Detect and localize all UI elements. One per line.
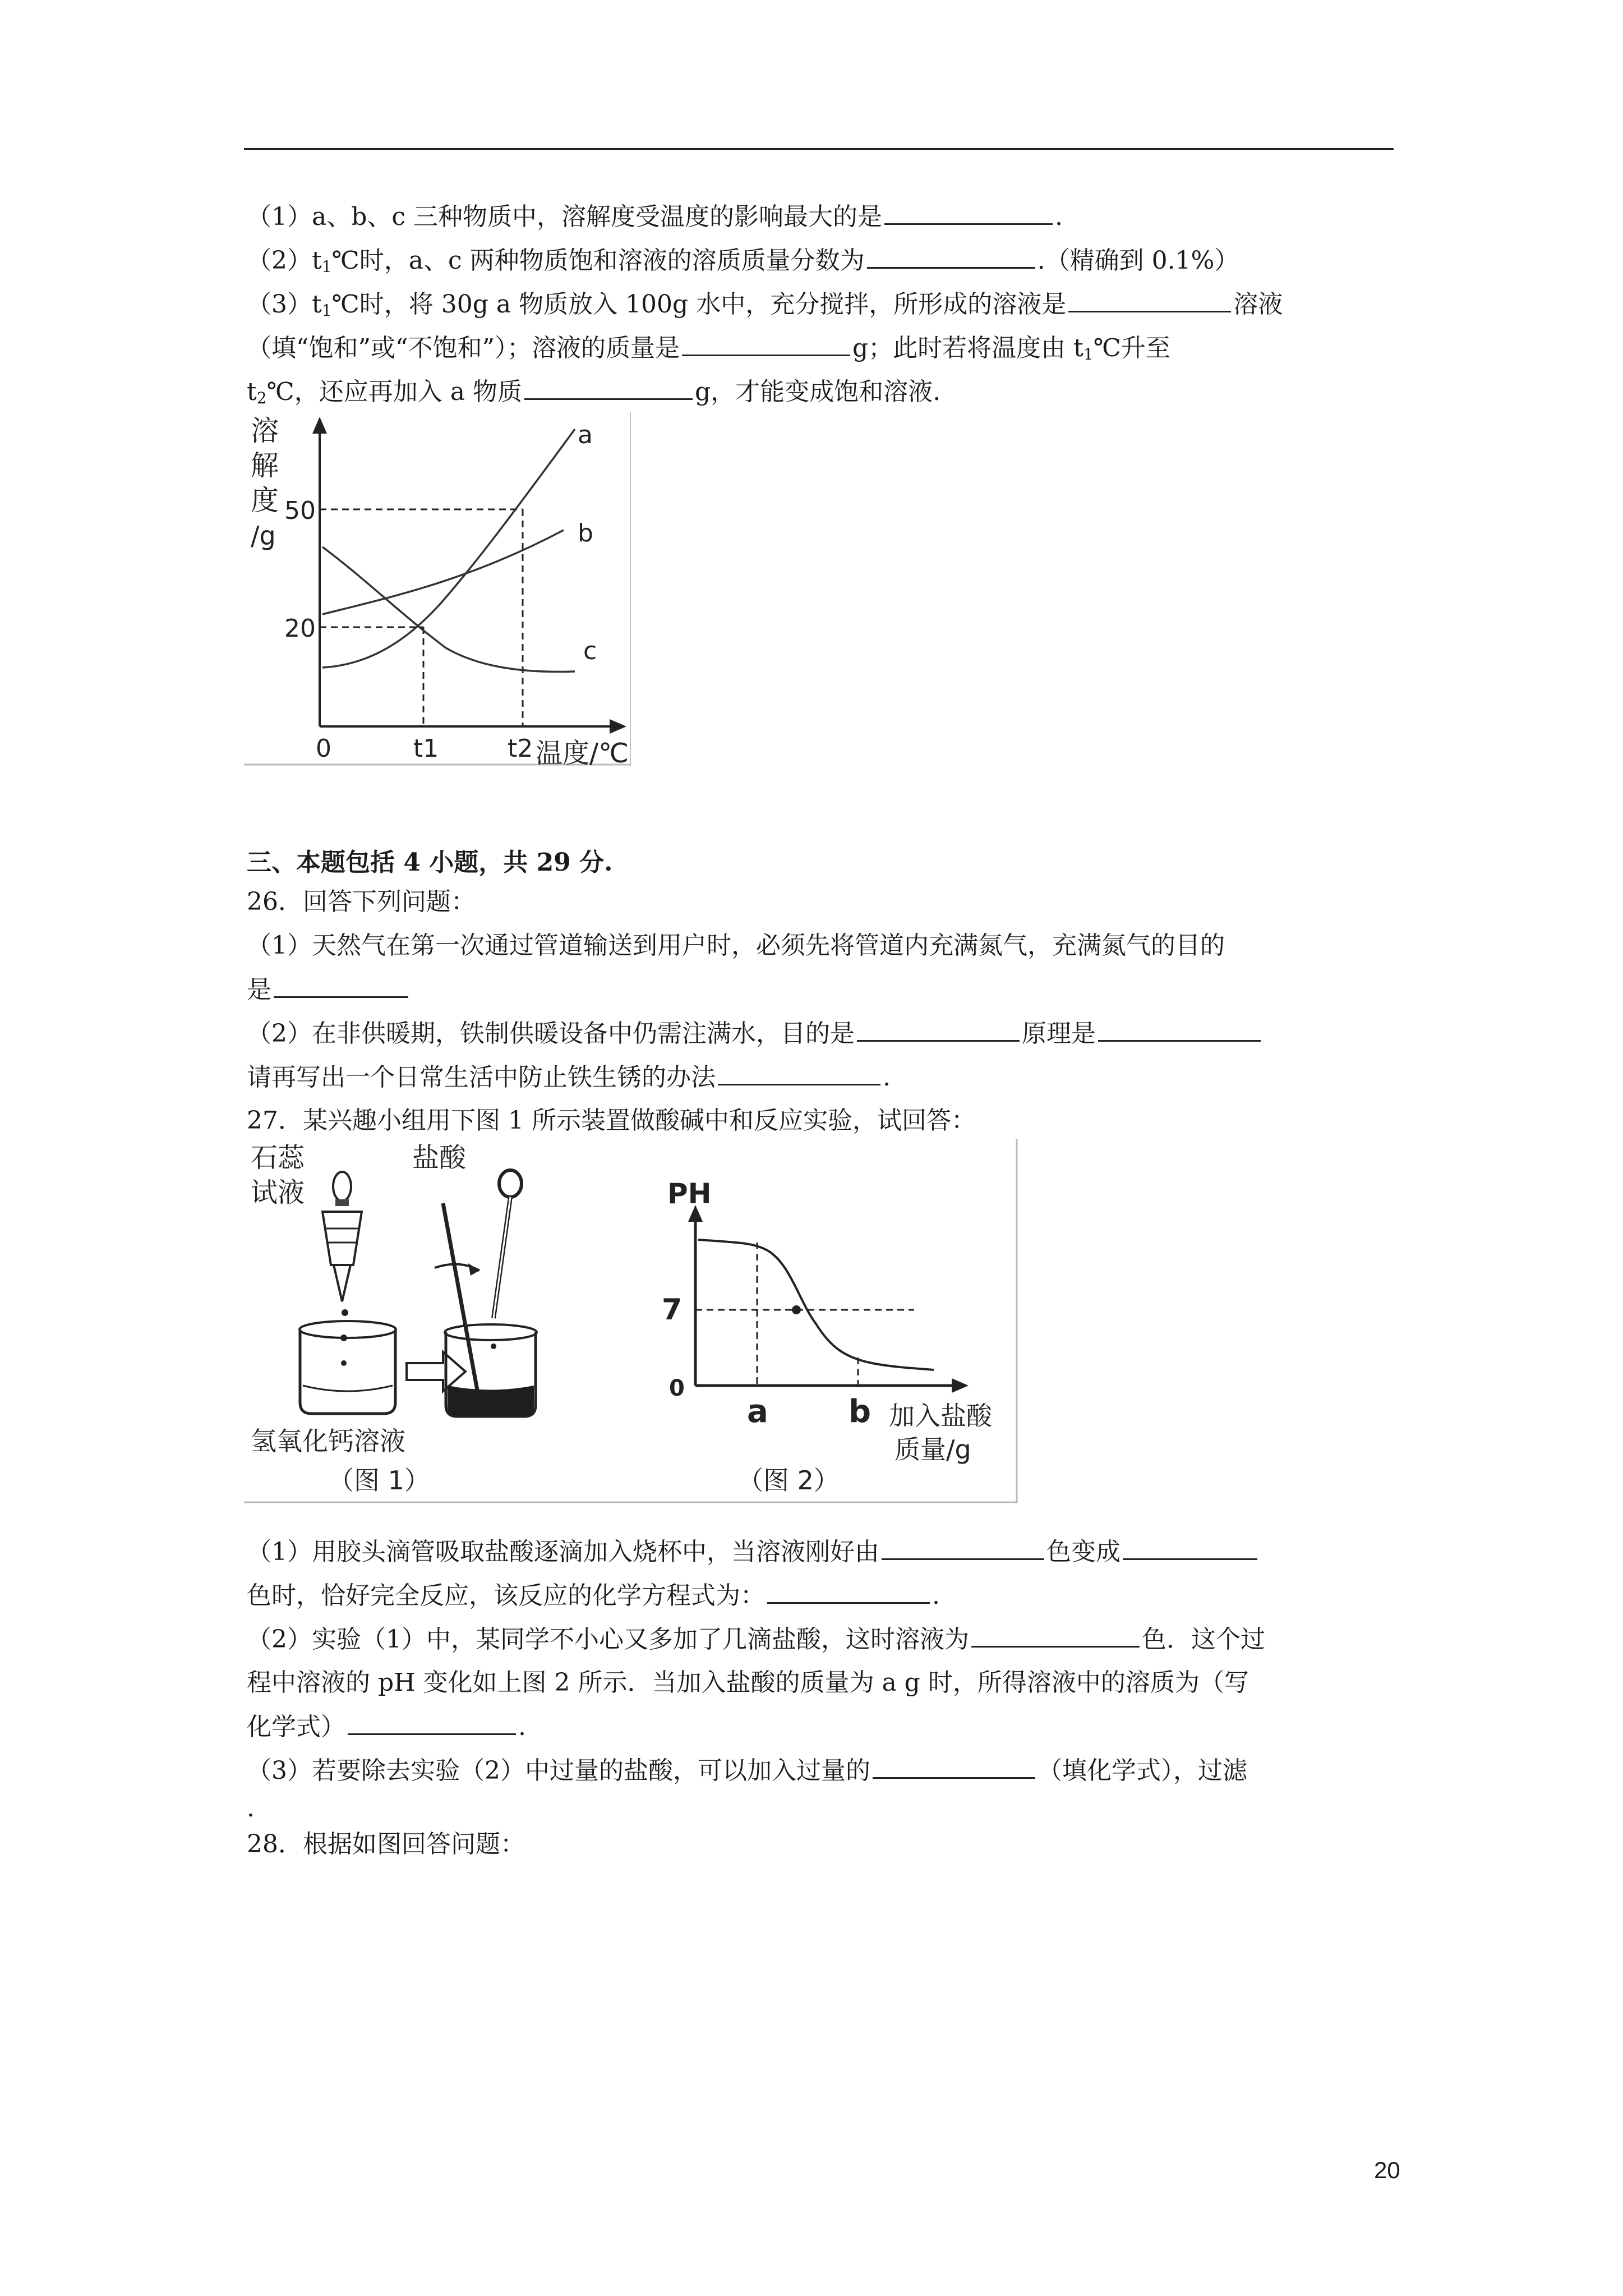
answer-blank[interactable] [718, 1061, 880, 1085]
q26-part2-line2: 请再写出一个日常生活中防止铁生锈的办法 . [247, 1061, 891, 1093]
curve-c [322, 547, 575, 672]
acid-label: 盐酸 [412, 1142, 467, 1174]
answer-blank[interactable] [1068, 288, 1231, 312]
ph-neutral-point [792, 1305, 801, 1314]
header-rule [244, 148, 1394, 150]
fig2-caption: （图 2） [737, 1465, 840, 1496]
y-label-2: 解 [251, 449, 279, 482]
ph-y-tick-7: 7 [662, 1293, 683, 1327]
ph-x-label-1: 加入盐酸 [889, 1401, 992, 1431]
dropper-icon [322, 1172, 362, 1316]
q27-part1-line2: 色时，恰好完全反应，该反应的化学方程式为： . [247, 1580, 940, 1612]
q25-part2: $(2)t_1℃$时，a、c 两种物质饱和溶液的溶质质量分数为 .（精确到 0.1%） [247, 245, 1239, 277]
x-tick-t2: t2 [508, 734, 533, 763]
answer-blank[interactable] [682, 332, 850, 356]
answer-blank[interactable] [857, 1018, 1020, 1042]
answer-blank[interactable] [873, 1755, 1035, 1779]
ph-x-label-2: 质量/g [895, 1434, 971, 1465]
arrow-icon [407, 1352, 465, 1391]
y-tick-50: 50 [284, 496, 316, 525]
answer-blank[interactable] [1123, 1536, 1257, 1560]
q25-part3-line1: $(3)t_1℃$时，将 30g a 物质放入 100g 水中，充分搅拌，所形成的溶液是 溶液 [247, 288, 1283, 320]
answer-blank[interactable] [882, 1536, 1044, 1560]
q27-part1-line1: （1）用胶头滴管吸取盐酸逐滴加入烧杯中，当溶液刚好由 色变成 [247, 1536, 1260, 1568]
q25-part3-line2: （填“饱和”或“不饱和”）；溶液的质量是 g；此时若将温度由 $t_1℃$升至 [247, 332, 1170, 364]
answer-blank[interactable] [274, 974, 408, 998]
q26-part1-line2: 是 [247, 974, 411, 1006]
q27-part2-line1: （2）实验（1）中，某同学不小心又多加了几滴盐酸，这时溶液为 色．这个过 [247, 1623, 1265, 1655]
q27-stem: 27．某兴趣小组用下图 1 所示装置做酸碱中和反应实验，试回答： [247, 1106, 976, 1135]
curve-a [322, 429, 575, 668]
q26-part2-line1: （2）在非供暖期，铁制供暖设备中仍需注满水，目的是 原理是 [247, 1018, 1263, 1050]
beaker-icon [299, 1321, 396, 1414]
q27-part2-line2: 程中溶液的 pH 变化如上图 2 所示．当加入盐酸的质量为 a g 时，所得溶液中的溶质为（写 [247, 1668, 1249, 1697]
acid-dropper-icon [494, 1170, 522, 1318]
q27-part3-line2: . [247, 1794, 255, 1823]
q25-part3-line3: $t_2℃$，还应再加入 a 物质 g，才能变成饱和溶液. [247, 376, 940, 408]
answer-blank[interactable] [971, 1623, 1140, 1648]
section-title: 三、本题包括 4 小题，共 29 分. [247, 848, 613, 877]
ph-x-tick-b: b [849, 1393, 872, 1430]
ph-x-tick-a: a [747, 1393, 768, 1430]
y-axis-arrow [312, 417, 327, 434]
q26-part1-line1: （1）天然气在第一次通过管道输送到用户时，必须先将管道内充满氮气，充满氮气的目的 [247, 931, 1225, 960]
litmus-label-1: 石蕊 [251, 1142, 305, 1174]
page-number: 20 [1374, 2157, 1400, 2183]
y-label-3: 度 [251, 484, 279, 517]
q25-part1: （1）a、b、c 三种物质中，溶解度受温度的影响最大的是 . [247, 201, 1063, 233]
x-axis-arrow [610, 719, 626, 734]
ph-curve [698, 1240, 934, 1370]
q28-stem: 28．根据如图回答问题： [247, 1830, 525, 1858]
answer-blank[interactable] [767, 1580, 930, 1604]
fig1-caption: （图 1） [328, 1465, 430, 1496]
q26-stem: 26．回答下列问题： [247, 887, 476, 916]
x-tick-t1: t1 [413, 734, 439, 763]
ph-y-label: PH [667, 1177, 712, 1210]
y-label-1: 溶 [251, 415, 279, 447]
curve-label-b: b [578, 519, 593, 547]
solubility-chart [244, 412, 631, 766]
answer-blank[interactable] [348, 1711, 516, 1735]
answer-blank[interactable] [524, 376, 693, 400]
origin-label: 0 [316, 734, 331, 763]
answer-blank[interactable] [1098, 1018, 1261, 1042]
litmus-label-2: 试液 [251, 1177, 305, 1208]
answer-blank[interactable] [884, 201, 1053, 225]
y-tick-20: 20 [284, 614, 316, 643]
neutralization-figure [244, 1139, 1018, 1503]
answer-blank[interactable] [867, 245, 1035, 269]
q27-part3-line1: （3）若要除去实验（2）中过量的盐酸，可以加入过量的 （填化学式），过滤 [247, 1755, 1247, 1787]
curve-label-c: c [583, 637, 597, 665]
x-axis-label: 温度/℃ [536, 738, 629, 766]
curve-label-a: a [578, 421, 593, 449]
ph-origin: 0 [669, 1375, 685, 1401]
y-label-4: /g [251, 521, 276, 551]
q27-part2-line3: 化学式） . [247, 1711, 526, 1743]
solution-label: 氢氧化钙溶液 [251, 1426, 405, 1456]
